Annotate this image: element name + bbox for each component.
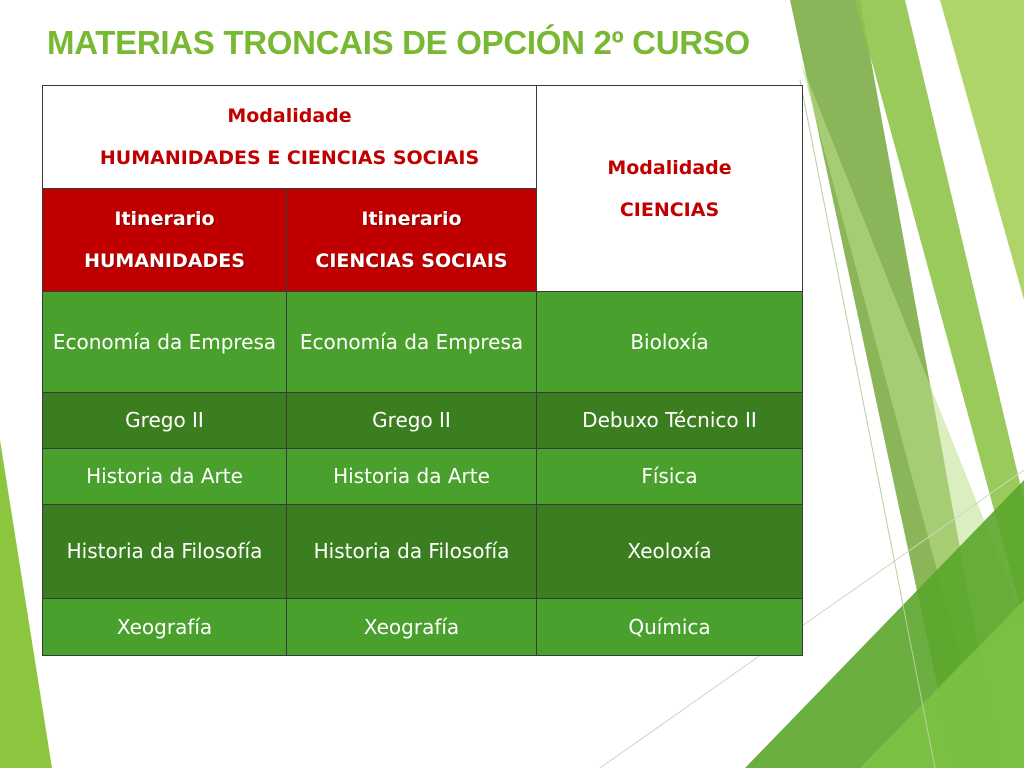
table-cell: Historia da Filosofía: [287, 505, 537, 599]
itinerario-ciencias-sociais-header: [287, 189, 537, 292]
itinerario-humanidades-header: [43, 189, 287, 292]
table-cell: Debuxo Técnico II: [537, 393, 803, 449]
table-cell: Química: [537, 599, 803, 656]
table-cell: Física: [537, 449, 803, 505]
table-row: [43, 292, 803, 393]
table-cell: Bioloxía: [537, 292, 803, 393]
modality-label: Modalidade: [227, 105, 352, 127]
table-cell: Historia da Filosofía: [43, 505, 287, 599]
table-cell: Historia da Arte: [43, 449, 287, 505]
table-row: [43, 599, 803, 656]
page-title: MATERIAS TRONCAIS DE OPCIÓN 2º CURSO: [47, 24, 750, 61]
table-cell: Economía da Empresa: [43, 292, 287, 393]
table-cell: Grego II: [43, 393, 287, 449]
modality-name: HUMANIDADES E CIENCIAS SOCIAIS: [99, 147, 480, 169]
table-row: [43, 449, 803, 505]
itinerario-name: HUMANIDADES: [84, 250, 245, 272]
table-cell: Xeografía: [43, 599, 287, 656]
itinerario-label: Itinerario: [114, 208, 215, 230]
table-cell: Historia da Arte: [287, 449, 537, 505]
modality-name: CIENCIAS: [619, 198, 720, 221]
humanidades-modality-header: [43, 86, 537, 189]
modality-label: Modalidade: [607, 156, 732, 179]
ciencias-modality-header: [537, 86, 803, 292]
table-row: [43, 505, 803, 599]
itinerario-label: Itinerario: [361, 208, 462, 230]
subjects-table: [42, 85, 803, 656]
table-row: [43, 393, 803, 449]
table-cell: Economía da Empresa: [287, 292, 537, 393]
table-cell: Xeoloxía: [537, 505, 803, 599]
table-cell: Grego II: [287, 393, 537, 449]
header-row-modalities: [43, 86, 803, 189]
itinerario-name: CIENCIAS SOCIAIS: [315, 250, 508, 272]
table-cell: Xeografía: [287, 599, 537, 656]
